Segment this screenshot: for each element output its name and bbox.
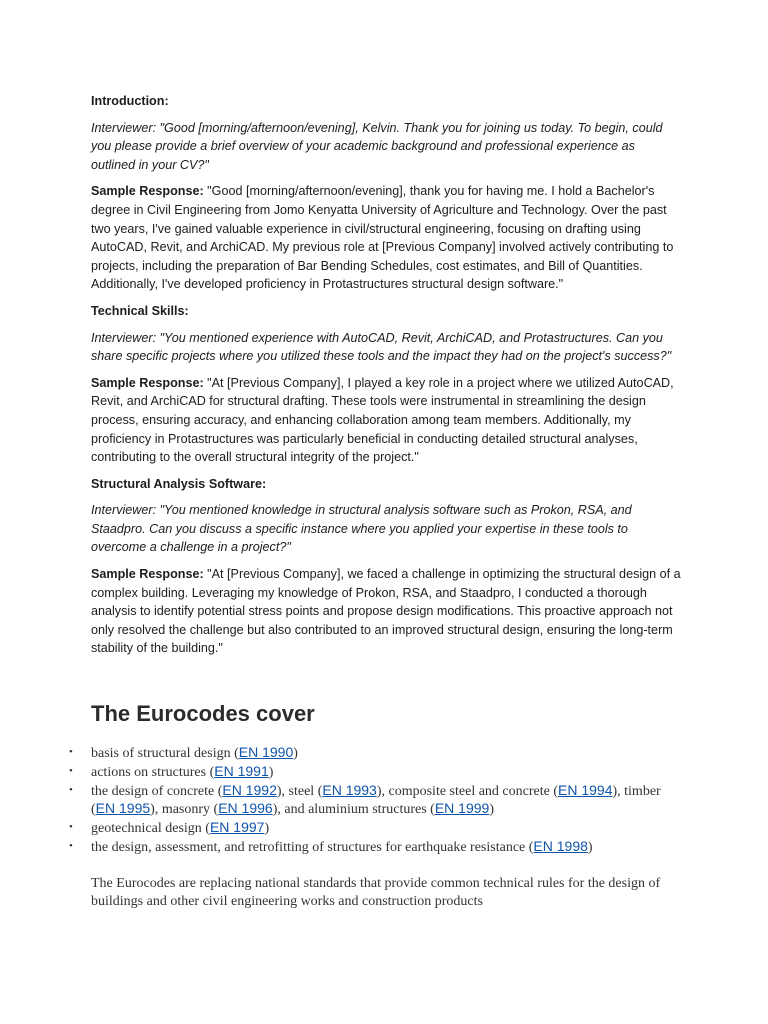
section-heading-introduction: Introduction: [91,94,169,108]
response-label: Sample Response: [91,567,204,582]
response-label: Sample Response: [91,184,204,199]
interviewer-question: Interviewer: "You mentioned experience with AutoCAD, Revit, ArchiCAD, and Protastructures. Can you share specific projects where you utilized these tools and the impact they had on the project's success?" [91,330,672,364]
en-1999-link[interactable]: EN 1999 [434,800,490,817]
response-text: "Good [morning/afternoon/evening], thank you for having me. I hold a Bachelor's degree in Civil Engineering from Jomo Kenyatta University of Agriculture and Technology. Over the past two years, I've gained valuable experience in civil/structural engineering, focusing on drafting using AutoCAD, Revit, and ArchiCAD. My previous role at [Previous Company] involved actively contributing to projects, including the preparation of Bar Bending Schedules, cost estimates, and Bill of Quantities. Additionally, I've developed proficiency in Protastructures structural design software." [91,184,674,292]
bullet-icon: • [69,746,73,758]
list-item: • the design, assessment, and retrofitting of structures for earthquake resistance (EN 1998) [69,837,593,855]
en-1991-link[interactable]: EN 1991 [214,762,269,779]
bullet-icon: • [69,783,73,796]
section-heading-structural-analysis: Structural Analysis Software: [91,476,267,491]
sample-response [91,565,681,658]
eurocodes-section [66,700,676,910]
bullet-icon: • [69,839,73,852]
en-1995-link[interactable]: EN 1995 [95,800,151,817]
list-item: • basis of structural design (EN 1990) [69,744,298,761]
interview-document [91,92,681,666]
interviewer-question: Interviewer: "You mentioned knowledge in structural analysis software such as Prokon, RSA, and Staadpro. Can you discuss a specific instance where you applied your expertise in these tools to overcome a challenge in a project?" [91,503,632,555]
en-1994-link[interactable]: EN 1994 [558,781,613,798]
section-heading-technical-skills: Technical Skills: [91,303,189,318]
eurocodes-list [66,744,676,857]
response-label: Sample Response: [91,375,204,390]
response-text: "At [Previous Company], I played a key role in a project where we utilized AutoCAD, Revit, and ArchiCAD for structural drafting. These tools were instrumental in streamlining the design process, ensuring accuracy, and enhancing collaboration among team members. Additionally, my proficiency in Protastructures was particularly beneficial in conducting detailed structural analyses, contributing to the overall structural integrity of the project." [91,375,674,465]
en-1993-link[interactable]: EN 1993 [322,781,377,798]
bullet-icon: • [69,821,73,834]
eurocodes-outro: The Eurocodes are replacing national standards that provide common technical rules for the design of buildings and other civil engineering works and construction products [91,875,661,909]
sample-response [91,374,681,467]
en-1998-link[interactable]: EN 1998 [533,837,588,854]
list-item: • actions on structures (EN 1991) [69,762,274,780]
list-item: • the design of concrete (EN 1992), steel (EN 1993), composite steel and concrete (EN 1994), timber (EN 1995), masonry (EN 1996), and aluminium structures (EN 1999) [69,781,661,818]
list-item: • geotechnical design (EN 1997) [69,819,270,837]
interviewer-question: Interviewer: "Good [morning/afternoon/evening], Kelvin. Thank you for joining us today. To begin, could you please provide a brief overview of your academic background and professional experience as outlined in your CV?" [91,120,663,172]
en-1996-link[interactable]: EN 1996 [218,800,273,817]
eurocodes-title: The Eurocodes cover [91,701,315,726]
response-text: "At [Previous Company], we faced a challenge in optimizing the structural design of a complex building. Leveraging my knowledge of Prokon, RSA, and Staadpro, I conducted a thorough analysis to identify potential stress points and propose design modifications. This proactive approach not only resolved the challenge but also contributed to an improved structural design, ensuring the long-term stability of the building." [91,567,681,656]
en-1992-link[interactable]: EN 1992 [222,781,277,798]
en-1990-link[interactable]: EN 1990 [238,744,294,760]
bullet-icon: • [69,764,73,777]
en-1997-link[interactable]: EN 1997 [209,819,265,836]
sample-response [91,182,681,294]
